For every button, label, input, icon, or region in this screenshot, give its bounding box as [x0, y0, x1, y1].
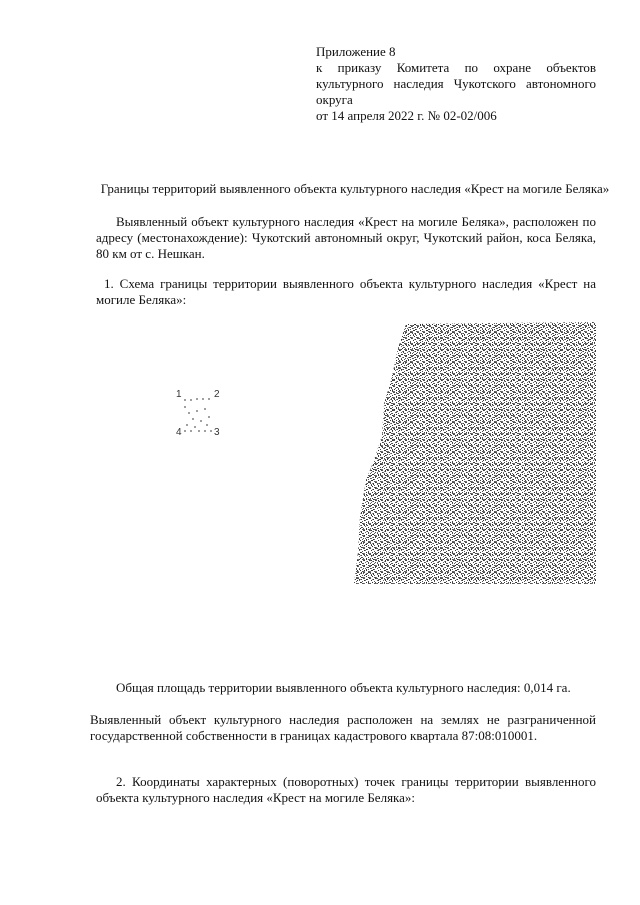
- terrain-area-texture: [354, 322, 596, 584]
- area-paragraph: Общая площадь территории выявленного объекта культурного наследия: 0,014 га.: [116, 680, 571, 695]
- appendix-region-line: округа: [316, 92, 353, 107]
- appendix-number: Приложение 8: [316, 44, 396, 59]
- boundary-scheme-map: [160, 320, 600, 680]
- scheme-heading: 1. Схема границы территории выявленного объекта культурного наследия «Крест на могиле Беляка»:: [96, 276, 596, 307]
- boundary-point-label: 4: [176, 427, 182, 438]
- appendix-committee-line: культурного наследия Чукотского автономного: [316, 76, 596, 91]
- location-paragraph: Выявленный объект культурного наследия «Крест на могиле Беляка», расположен по адресу (местонахождение): Чукотский автономный округ, Чукотский район, коса Беляка, 80 км от с. Нешкан.: [96, 214, 596, 261]
- boundary-polygon: [184, 398, 212, 432]
- document-title: Границы территорий выявленного объекта культурного наследия «Крест на могиле Беляка»: [100, 181, 610, 196]
- boundary-point-label: 3: [214, 427, 220, 438]
- appendix-order-line: к приказу Комитета по охране объектов: [316, 60, 596, 75]
- coordinates-heading: 2. Координаты характерных (поворотных) точек границы территории выявленного объекта культурного наследия «Крест на могиле Беляка»:: [96, 774, 596, 805]
- terrain-map-graphic: [160, 320, 600, 680]
- boundary-point-label: 2: [214, 389, 220, 400]
- appendix-date-line: от 14 апреля 2022 г. № 02-02/006: [316, 108, 497, 123]
- lands-paragraph: Выявленный объект культурного наследия расположен на землях не разграниченной государственной собственности в границах кадастрового квартала 87:08:010001.: [90, 712, 596, 743]
- appendix-header: [316, 44, 596, 124]
- boundary-point-label: 1: [176, 389, 182, 400]
